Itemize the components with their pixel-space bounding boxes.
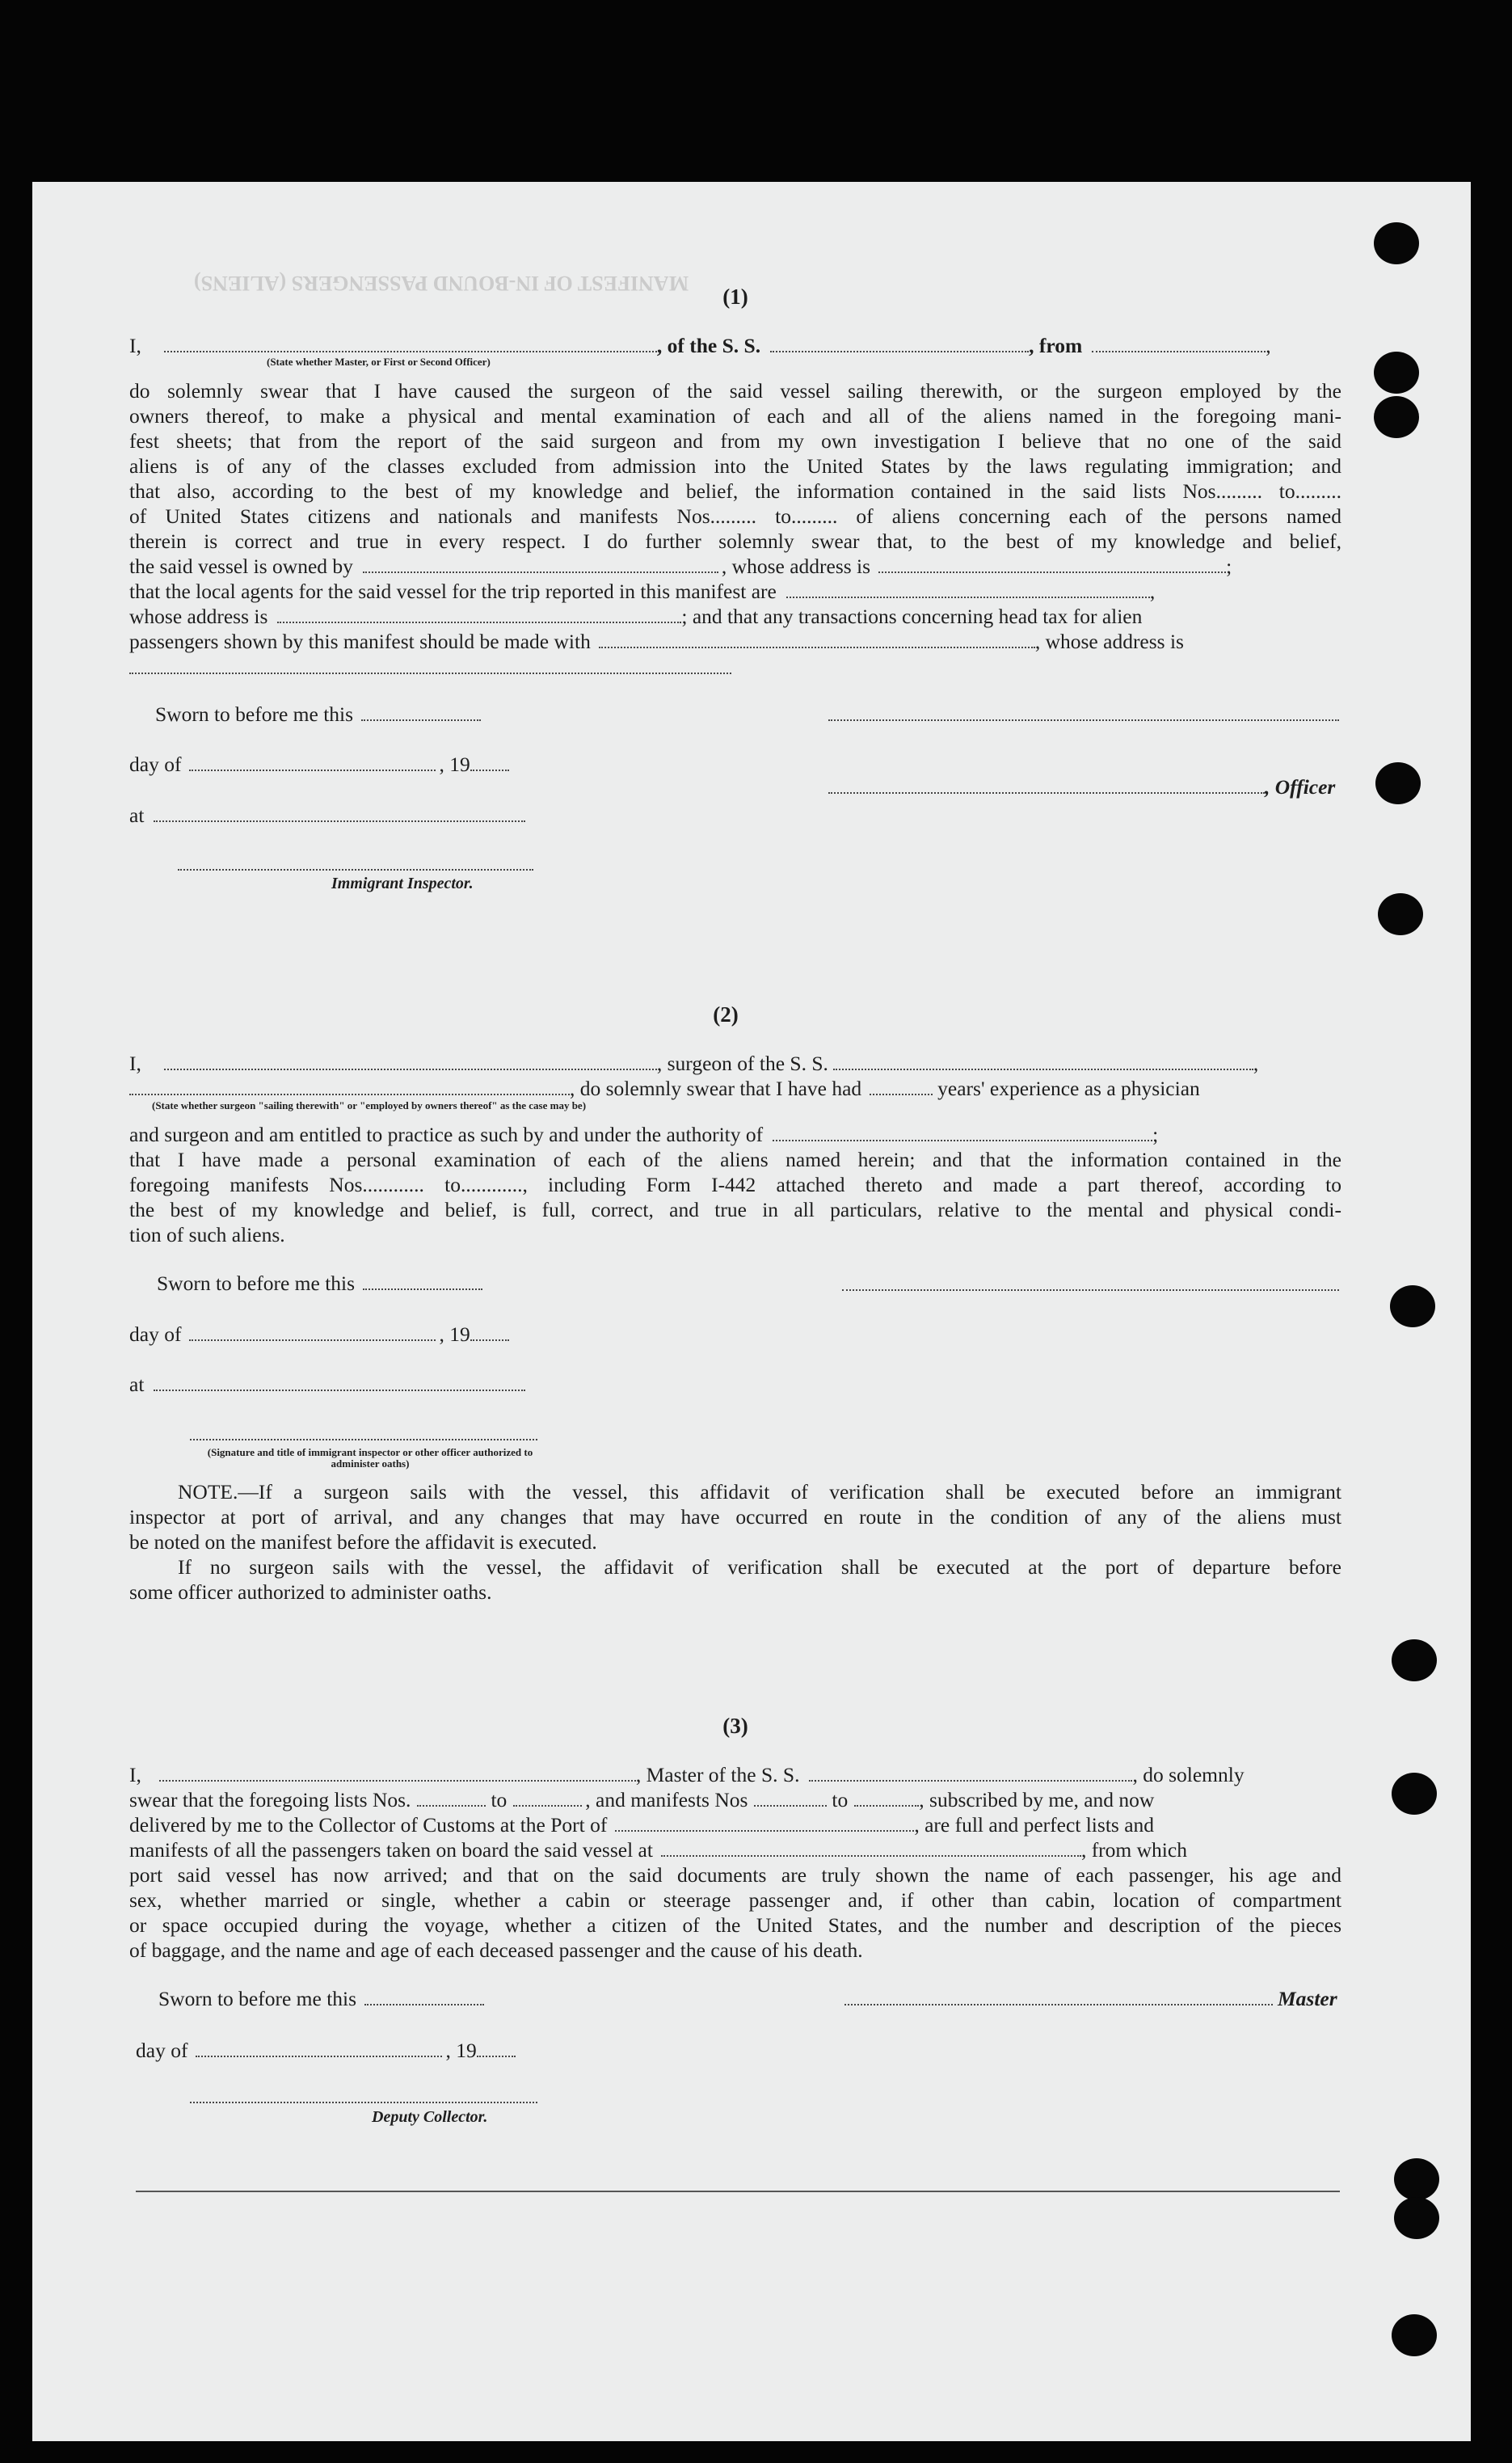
affidavit-line: I, , of the S. S. , from , bbox=[129, 334, 1271, 357]
punch-hole-icon bbox=[1392, 1773, 1437, 1815]
affidavit-text-line: therein is correct and true in every respect. I do further solemnly swear that, to the best of my knowledge and belief, bbox=[129, 529, 1341, 553]
note-line: be noted on the manifest before the affidavit is executed. bbox=[129, 1530, 597, 1554]
signature-line bbox=[842, 1289, 1339, 1291]
fill-in-line bbox=[129, 673, 731, 674]
affidavit-line: I, , surgeon of the S. S. , bbox=[129, 1052, 1259, 1075]
affidavit-text-line: do solemnly swear that I have caused the surgeon of the said vessel sailing therewith, or the surgeon employed by the bbox=[129, 379, 1341, 403]
at-line: at bbox=[129, 1372, 525, 1397]
punch-hole-icon bbox=[1374, 352, 1419, 394]
affidavit-text-line: delivered by me to the Collector of Customs at the Port of , are full and perfect lists and bbox=[129, 1813, 1155, 1837]
signature-line bbox=[190, 1439, 537, 1440]
sworn-line: Sworn to before me this bbox=[157, 1271, 482, 1296]
bottom-rule bbox=[136, 2191, 1340, 2192]
affidavit-line: I, , Master of the S. S. , do solemnly bbox=[129, 1763, 1245, 1786]
affidavit-text-line: passengers shown by this manifest should be made with , whose address is bbox=[129, 630, 1184, 653]
sworn-line: Sworn to before me this bbox=[155, 702, 481, 727]
deputy-collector-label: Deputy Collector. bbox=[372, 2108, 488, 2126]
affidavit-text-line: the said vessel is owned by , whose address is ; bbox=[129, 555, 1232, 578]
affidavit-line: , do solemnly swear that I have had years' experience as a physician bbox=[129, 1076, 1341, 1101]
day-line: day of , 19 bbox=[129, 752, 509, 777]
signature-line bbox=[178, 869, 533, 871]
affidavit-text-line: tion of such aliens. bbox=[129, 1223, 285, 1246]
note-line: some officer authorized to administer oaths. bbox=[129, 1580, 492, 1604]
immigrant-inspector-label: Immigrant Inspector. bbox=[331, 875, 474, 892]
punch-hole-icon bbox=[1390, 1285, 1435, 1327]
day-line: day of , 19 bbox=[136, 2038, 516, 2063]
affidavit-text-line: owners thereof, to make a physical and mental examination of each and all of the aliens named in the foregoing mani- bbox=[129, 404, 1341, 428]
affidavit-text-line: foregoing manifests Nos............ to............, including Form I-442 attached thereto and made a part thereof, according to bbox=[129, 1173, 1341, 1196]
punch-hole-icon bbox=[1374, 396, 1419, 438]
section-number: (1) bbox=[722, 285, 748, 309]
field-hint: (State whether surgeon "sailing therewith" or "employed by owners thereof" as the case may be) bbox=[152, 1099, 587, 1111]
affidavit-text-line: whose address is ; and that any transactions concerning head tax for alien bbox=[129, 605, 1143, 628]
note-line: If no surgeon sails with the vessel, the affidavit of verification shall be executed at the port of departure before bbox=[178, 1555, 1341, 1579]
affidavit-text-line: of United States citizens and nationals and manifests Nos......... to......... of aliens concerning each of the persons named bbox=[129, 504, 1341, 528]
note-line: NOTE.—If a surgeon sails with the vessel, this affidavit of verification shall be executed before an immigrant bbox=[178, 1480, 1341, 1504]
section-number: (3) bbox=[722, 1714, 748, 1738]
signature-line bbox=[828, 719, 1339, 721]
punch-hole-icon bbox=[1374, 222, 1419, 264]
punch-hole-icon bbox=[1392, 1639, 1437, 1681]
punch-hole-icon bbox=[1394, 2197, 1439, 2239]
affidavit-text-line: port said vessel has now arrived; and that on the said documents are truly shown the name of each passenger, his age and bbox=[129, 1863, 1341, 1887]
field-hint: (State whether Master, or First or Second Officer) bbox=[267, 356, 491, 368]
punch-hole-icon bbox=[1394, 2158, 1439, 2200]
punch-hole-icon bbox=[1392, 2314, 1437, 2356]
signature-line bbox=[190, 2102, 537, 2103]
at-line: at bbox=[129, 803, 525, 828]
day-line: day of , 19 bbox=[129, 1322, 509, 1347]
officer-line: , Officer bbox=[828, 774, 1335, 799]
signature-hint: (Signature and title of immigrant inspector or other officer authorized to administer oaths) bbox=[207, 1446, 533, 1470]
affidavit-text-line: of baggage, and the name and age of each deceased passenger and the cause of his death. bbox=[129, 1938, 863, 1962]
punch-hole-icon bbox=[1378, 893, 1423, 935]
affidavit-text-line: that I have made a personal examination of each of the aliens named herein; and that the information contained in the bbox=[129, 1148, 1341, 1171]
affidavit-text-line: the best of my knowledge and belief, is full, correct, and true in all particulars, relative to the mental and physical condi- bbox=[129, 1198, 1341, 1221]
section-number: (2) bbox=[713, 1002, 739, 1027]
punch-hole-icon bbox=[1375, 762, 1421, 804]
affidavit-text-line: sex, whether married or single, whether a cabin or steerage passenger and, if other than cabin, location of compartment bbox=[129, 1888, 1341, 1912]
bleed-through-text: MANIFEST OF IN-BOUND PASSENGERS (ALIENS) bbox=[194, 272, 689, 295]
affidavit-text-line: aliens is of any of the classes excluded from admission into the United States by the laws regulating immigration; and bbox=[129, 454, 1341, 478]
master-line: Master bbox=[844, 1986, 1337, 2011]
affidavit-text-line: manifests of all the passengers taken on board the said vessel at , from which bbox=[129, 1838, 1187, 1862]
affidavit-text-line: and surgeon and am entitled to practice as such by and under the authority of ; bbox=[129, 1123, 1159, 1146]
affidavit-text-line: fest sheets; that from the report of the said surgeon and from my own investigation I believe that no one of the said bbox=[129, 429, 1341, 453]
affidavit-text-line: or space occupied during the voyage, whether a citizen of the United States, and the number and description of the pieces bbox=[129, 1913, 1341, 1937]
sworn-line: Sworn to before me this bbox=[158, 1986, 484, 2011]
affidavit-text-line: swear that the foregoing lists Nos. to , and manifests Nos to , subscribed by me, and now bbox=[129, 1788, 1155, 1811]
affidavit-text-line: that the local agents for the said vessel for the trip reported in this manifest are , bbox=[129, 580, 1156, 603]
affidavit-text-line: that also, according to the best of my knowledge and belief, the information contained in the said lists Nos......... to......... bbox=[129, 479, 1341, 503]
note-line: inspector at port of arrival, and any changes that may have occurred en route in the condition of any of the aliens must bbox=[129, 1505, 1341, 1529]
